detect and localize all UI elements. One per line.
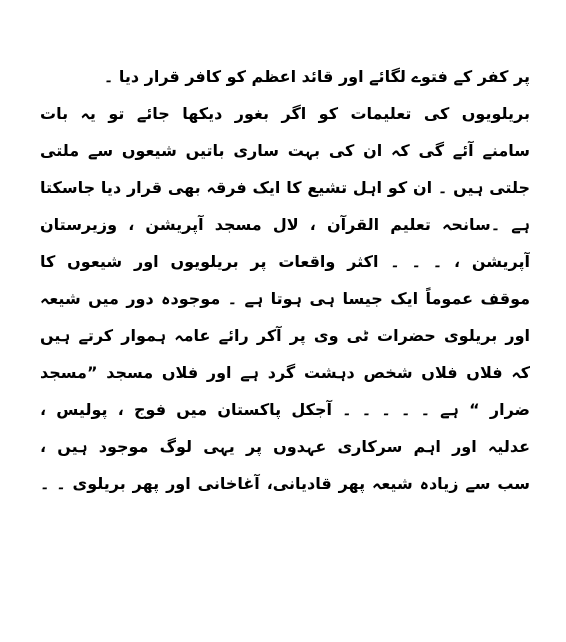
text-line-8: اور بریلوی حضرات ٹی وی پر آکر رائے عامہ ہموار کرتے ہیں xyxy=(40,326,530,345)
text-line-7: موقف عموماً ایک جیسا ہی ہوتا ہے ۔ موجودہ دور میں شیعہ xyxy=(40,289,530,308)
text-line-4: جلتی ہیں ۔ ان کو اہل تشیع کا ایک فرقہ بھی قرار دیا جاسکتا xyxy=(40,178,530,197)
text-line-11: عدلیہ اور اہم سرکاری عہدوں پر یہی لوگ موجود ہیں ، xyxy=(40,437,530,456)
text-line-10: ضرار “ ہے ۔ ۔ ۔ ۔ ۔ آجکل پاکستان میں فوج ، پولیس ، xyxy=(40,400,530,419)
text-line-6: آپریشن ، ۔ ۔ ۔ اکثر واقعات پر بریلویوں اور شیعوں کا xyxy=(40,252,530,271)
text-line-5: ہے ۔سانحہ تعلیم القرآن ، لال مسجد آپریشن ، وزیرستان xyxy=(40,215,530,234)
text-line-9: کہ فلاں فلاں شخص دہشت گرد ہے اور فلاں مسجد ”مسجد xyxy=(40,363,530,382)
urdu-text-block xyxy=(40,58,530,502)
text-line-3: سامنے آئے گی کہ ان کی بہت ساری باتیں شیعوں سے ملتی xyxy=(40,141,530,160)
text-line-2: بریلویوں کی تعلیمات کو اگر بغور دیکھا جائے تو یہ بات xyxy=(40,104,530,123)
text-line-12: سب سے زیادہ شیعہ پھر قادیانی، آغاخانی اور پھر بریلوی ۔ ۔ xyxy=(40,474,530,493)
text-line-1: پر کفر کے فتوے لگائے اور قائد اعظم کو کافر قرار دیا ۔ xyxy=(103,67,530,86)
